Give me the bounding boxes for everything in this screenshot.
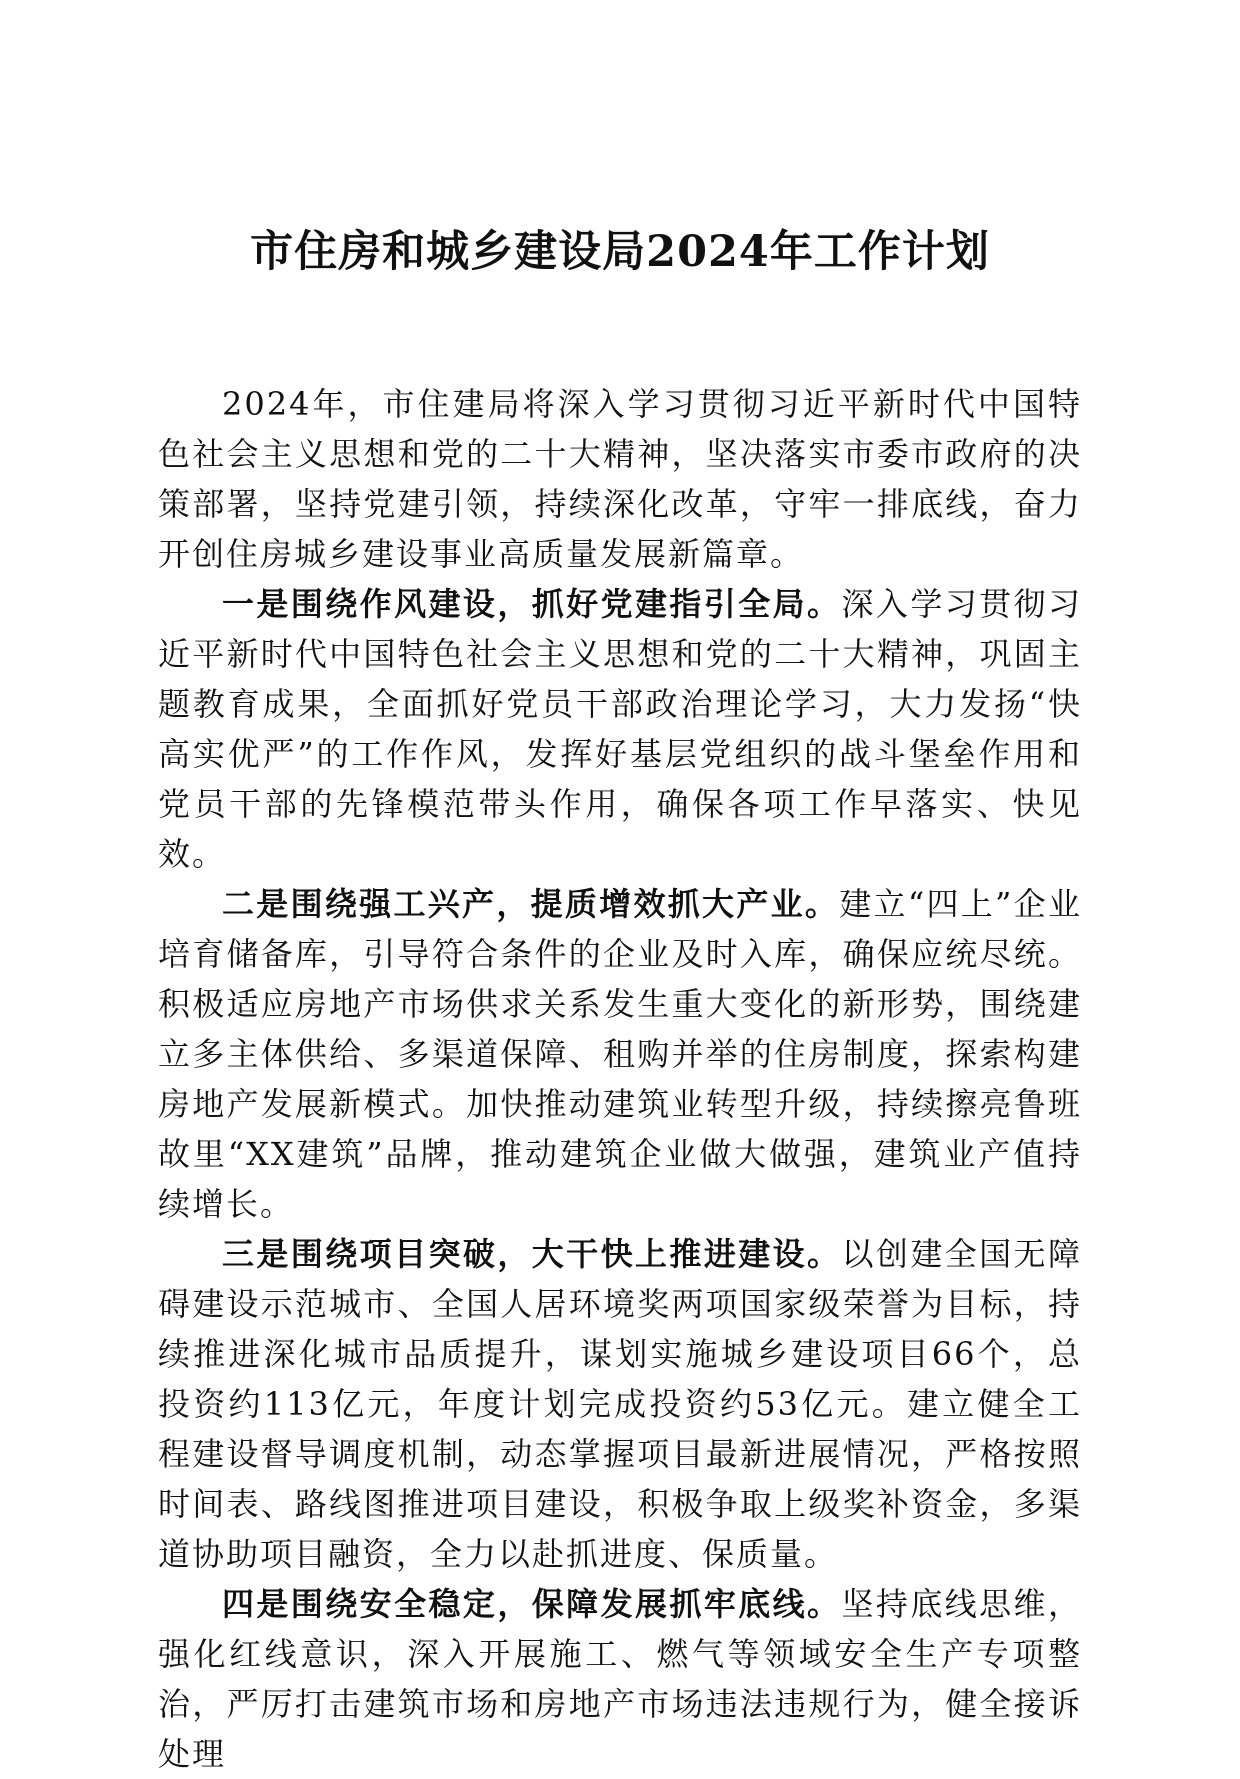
paragraph-heading: 三是围绕项目突破，大干快上推进建设。 bbox=[222, 1235, 842, 1273]
paragraph-text: 建立“四上”企业培育储备库，引导符合条件的企业及时入库，确保应统尽统。积极适应房地产市场供求关系发生重大变化的新形势，围绕建立多主体供给、多渠道保障、租购并举的住房制度，探索构建房地产发展新模式。加快推动建筑业转型升级，持续擦亮鲁班故里“XX建筑”品牌，推动建筑企业做大做强，建筑业产值持续增长。 bbox=[158, 885, 1082, 1223]
paragraph-heading: 一是围绕作风建设，抓好党建指引全局。 bbox=[222, 585, 842, 623]
paragraph-heading: 四是围绕安全稳定，保障发展抓牢底线。 bbox=[222, 1585, 842, 1623]
paragraph-text: 以创建全国无障碍建设示范城市、全国人居环境奖两项国家级荣誉为目标，持续推进深化城市品质提升，谋划实施城乡建设项目66个，总投资约113亿元，年度计划完成投资约53亿元。建立健全工程建设督导调度机制，动态掌握项目最新进展情况，严格按照时间表、路线图推进项目建设，积极争取上级奖补资金，多渠道协助项目融资，全力以赴抓进度、保质量。 bbox=[158, 1235, 1082, 1573]
intro-paragraph-text: 2024年，市住建局将深入学习贯彻习近平新时代中国特色社会主义思想和党的二十大精神，坚决落实市委市政府的决策部署，坚持党建引领，持续深化改革，守牢一排底线，奋力开创住房城乡建设事业高质量发展新篇章。 bbox=[158, 385, 1082, 573]
paragraph-heading: 二是围绕强工兴产，提质增效抓大产业。 bbox=[222, 885, 840, 923]
paragraph-text: 深入学习贯彻习近平新时代中国特色社会主义思想和党的二十大精神，巩固主题教育成果，全面抓好党员干部政治理论学习，大力发扬“快高实优严”的工作作风，发挥好基层党组织的战斗堡垒作用和党员干部的先锋模范带头作用，确保各项工作早落实、快见效。 bbox=[158, 585, 1082, 873]
paragraph-industry bbox=[158, 879, 1082, 1229]
paragraph-safety bbox=[158, 1579, 1082, 1779]
paragraph-projects bbox=[158, 1229, 1082, 1579]
intro-paragraph bbox=[158, 379, 1082, 579]
paragraph-text: 坚持底线思维，强化红线意识，深入开展施工、燃气等领域安全生产专项整治，严厉打击建筑市场和房地产市场违法违规行为，健全接诉处理 bbox=[158, 1585, 1082, 1773]
document-title: 市住房和城乡建设局2024年工作计划 bbox=[250, 227, 990, 277]
document-body bbox=[158, 379, 1082, 1779]
paragraph-party-building bbox=[158, 579, 1082, 879]
